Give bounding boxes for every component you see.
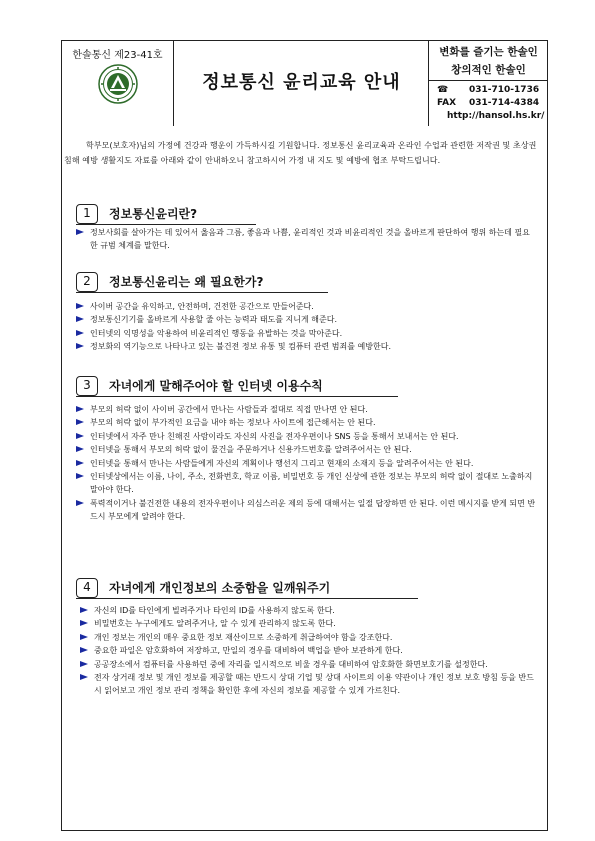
section-1-heading <box>76 204 256 226</box>
list-item: 개인 정보는 개인의 매우 중요한 정보 재산이므로 소중하게 취급하여야 함을 강조한다. <box>80 631 536 644</box>
bullet-icon <box>80 620 88 626</box>
section-title: 정보통신윤리는 왜 필요한가? <box>109 275 264 289</box>
section-title: 정보통신윤리란? <box>109 207 198 221</box>
list-item: 전자 상거래 정보 및 개인 정보를 제공할 때는 반드시 상대 기업 및 상대 사이트의 이용 약관이나 개인 정보 보호 방침 등을 반드시 읽어보고 개인 정보 관리 정책을 확인한 후에 자신의 정보를 제공할 수 있게 가르친다. <box>80 671 536 698</box>
list-item: 자신의 ID를 타인에게 빌려주거나 타인의 ID를 사용하지 않도록 한다. <box>80 604 536 617</box>
section-4-list <box>80 604 536 698</box>
fax-row <box>437 98 539 108</box>
list-item: 인터넷을 통해서 부모의 허락 없이 물건을 주문하거나 신용카드번호를 알려주어서는 안 된다. <box>76 443 536 456</box>
section-number: 4 <box>76 578 98 598</box>
page-title: 정보통신 윤리교육 안내 <box>202 72 401 93</box>
list-item: 인터넷상에서는 이름, 나이, 주소, 전화번호, 학교 이름, 비밀번호 등 개인 신상에 관한 정보는 부모의 허락 없이 절대로 노출하지 말아야 한다. <box>76 470 536 497</box>
bullet-icon <box>76 446 84 452</box>
list-item: 폭력적이거나 불건전한 내용의 전자우편이나 의심스러운 제의 등에 대해서는 일절 답장하면 안 된다. 이런 메시지를 받게 되면 반드시 부모에게 알려야 한다. <box>76 497 536 524</box>
list-item: 인터넷을 통해서 만나는 사람들에게 자신의 계획이나 행선지 그리고 현재의 소재지 등을 알려주어서는 안 된다. <box>76 457 536 470</box>
section-4-heading <box>76 578 418 600</box>
list-item: 부모의 허락 없이 부가적인 요금을 내야 하는 정보나 사이트에 접근해서는 안 된다. <box>76 416 536 429</box>
section-number: 2 <box>76 272 98 292</box>
bullet-icon <box>76 303 84 309</box>
bullet-icon <box>76 433 84 439</box>
section-title: 자녀에게 개인정보의 소중함을 일깨워주기 <box>109 581 331 595</box>
bullet-icon <box>76 406 84 412</box>
fax-number: 031-714-4384 <box>469 98 540 108</box>
intro-paragraph: 학부모(보호자)님의 가정에 건강과 행운이 가득하시길 기원합니다. 정보통신 윤리교육과 온라인 수업과 관련한 저작권 및 초상권 침해 예방 생활지도 자료를 아래와 같이 안내하오니 참고하시어 가정 내 지도 및 예방에 협조 부탁드립니다. <box>64 141 537 165</box>
section-underline <box>76 224 256 225</box>
bullet-icon <box>76 229 84 235</box>
list-item: 사이버 공간을 유익하고, 안전하며, 건전한 공간으로 만들어준다. <box>76 300 536 313</box>
list-item: 인터넷에서 자주 만나 친해진 사람이라도 자신의 사진을 전자우편이나 SNS 등을 통해서 보내서는 안 된다. <box>76 430 536 443</box>
bullet-icon <box>80 674 88 680</box>
list-item: 비밀번호는 누구에게도 알려주거나, 알 수 있게 관리하지 않도록 한다. <box>80 617 536 630</box>
section-underline <box>76 598 418 599</box>
list-item: 정보사회를 살아가는 데 있어서 옳음과 그름, 좋음과 나쁨, 윤리적인 것과 비윤리적인 것을 올바르게 판단하여 행위 하는데 필요한 규범 체계를 말한다. <box>76 226 536 253</box>
slogan-line-2: 창의적인 한솔인 <box>451 64 526 76</box>
bullet-icon <box>76 460 84 466</box>
list-item: 인터넷의 익명성을 악용하여 비윤리적인 행동을 유발하는 것을 막아준다. <box>76 327 536 340</box>
list-item: 부모의 허락 없이 사이버 공간에서 만나는 사람들과 절대로 직접 만나면 안 된다. <box>76 403 536 416</box>
contact-info <box>429 80 548 127</box>
list-item: 공공장소에서 컴퓨터를 사용하던 중에 자리를 일시적으로 비울 경우를 대비하여 암호화한 화면보호기를 설정한다. <box>80 658 536 671</box>
bullet-icon <box>76 343 84 349</box>
section-2-list <box>76 300 536 354</box>
bullet-icon <box>80 647 88 653</box>
website-row <box>447 111 544 121</box>
list-item: 중요한 파일은 암호화하여 저장하고, 만일의 경우를 대비하여 백업을 받아 보관하게 한다. <box>80 644 536 657</box>
bullet-icon <box>76 330 84 336</box>
letterhead <box>61 40 548 126</box>
section-underline <box>76 396 398 397</box>
fax-label: FAX <box>437 98 457 108</box>
section-underline <box>76 292 328 293</box>
section-number: 1 <box>76 204 98 224</box>
section-3-list <box>76 403 536 524</box>
bullet-icon <box>80 607 88 613</box>
bullet-icon <box>76 316 84 322</box>
school-emblem-icon <box>98 64 138 104</box>
list-item: 정보통신기기를 올바르게 사용할 줄 아는 능력과 태도를 지니게 해준다. <box>76 313 536 326</box>
bullet-icon <box>80 634 88 640</box>
section-1-list <box>76 226 536 253</box>
section-2-heading <box>76 272 328 294</box>
phone-icon: ☎ <box>437 85 449 95</box>
list-item: 정보화의 역기능으로 나타나고 있는 불건전 정보 유통 및 컴퓨터 관련 범죄를 예방한다. <box>76 340 536 353</box>
slogan-line-1: 변화를 즐기는 한솔인 <box>439 46 538 58</box>
phone-row <box>437 85 539 95</box>
title-panel <box>174 40 429 126</box>
section-number: 3 <box>76 376 98 396</box>
section-title: 자녀에게 말해주어야 할 인터넷 이용수칙 <box>109 379 323 393</box>
bullet-icon <box>76 419 84 425</box>
phone-number: 031-710-1736 <box>469 85 540 95</box>
bottom-divider <box>61 830 548 831</box>
issue-number: 한솔통신 제23-41호 <box>72 50 163 61</box>
bullet-icon <box>76 500 84 506</box>
website-link[interactable]: http://hansol.hs.kr/ <box>447 111 545 121</box>
issue-panel <box>61 40 174 126</box>
contact-panel <box>429 40 548 126</box>
section-3-heading <box>76 376 398 398</box>
bullet-icon <box>76 473 84 479</box>
bullet-icon <box>80 661 88 667</box>
